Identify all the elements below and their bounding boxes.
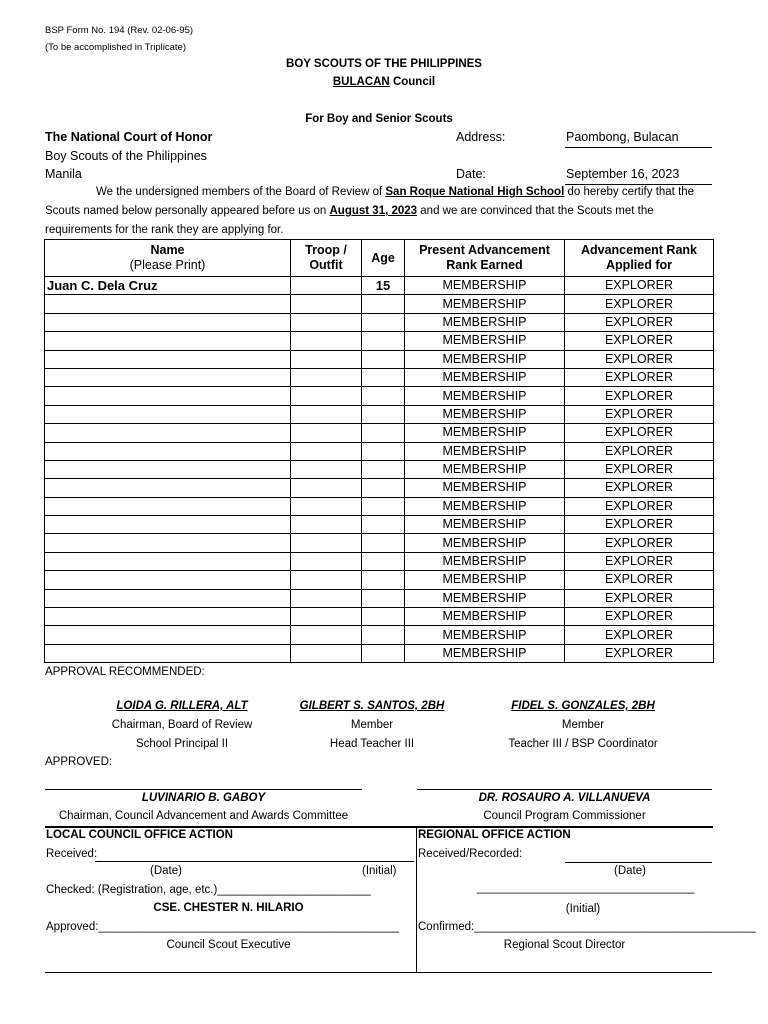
cell-present-rank[interactable]: MEMBERSHIP (405, 368, 565, 386)
sig1-position: School Principal II (135, 738, 229, 750)
cell-present-rank[interactable]: MEMBERSHIP (405, 313, 565, 331)
date-label: Date: (456, 167, 486, 181)
cell-age[interactable] (362, 332, 405, 350)
regional-date-caption: (Date) (614, 865, 646, 877)
cell-age[interactable]: 15 (362, 277, 405, 295)
local-received-line[interactable] (95, 861, 414, 862)
cell-age[interactable] (362, 387, 405, 405)
cell-name[interactable] (45, 608, 291, 626)
cell-applied-rank[interactable]: EXPLORER (565, 368, 714, 386)
cell-troop[interactable] (291, 295, 362, 313)
cert-text-3: Scouts named below personally appeared before us on (45, 205, 327, 217)
cell-applied-rank[interactable]: EXPLORER (565, 277, 714, 295)
cell-name[interactable] (45, 332, 291, 350)
sig4-name: LUVINARIO B. GABOY (141, 792, 266, 804)
org-title: BOY SCOUTS OF THE PHILIPPINES (286, 58, 482, 70)
cell-applied-rank[interactable]: EXPLORER (565, 479, 714, 497)
cell-age[interactable] (362, 626, 405, 644)
table-row (45, 626, 714, 644)
date-value[interactable]: September 16, 2023 (566, 167, 680, 181)
cell-name[interactable] (45, 571, 291, 589)
address-underline (565, 147, 712, 148)
cell-troop[interactable] (291, 350, 362, 368)
cell-name[interactable] (45, 589, 291, 607)
cell-troop[interactable] (291, 442, 362, 460)
cell-present-rank[interactable]: MEMBERSHIP (405, 571, 565, 589)
sig4-role: Chairman, Council Advancement and Awards Committee (58, 810, 349, 822)
cell-troop[interactable] (291, 589, 362, 607)
form-subtitle: For Boy and Senior Scouts (305, 113, 453, 125)
addressee-line2: Boy Scouts of the Philippines (45, 149, 207, 163)
cell-applied-rank[interactable]: EXPLORER (565, 442, 714, 460)
cell-age[interactable] (362, 424, 405, 442)
table-row (45, 405, 714, 423)
cell-name[interactable] (45, 387, 291, 405)
cell-applied-rank[interactable]: EXPLORER (565, 460, 714, 478)
table-header (45, 240, 714, 277)
cell-name[interactable] (45, 497, 291, 515)
cell-applied-rank[interactable]: EXPLORER (565, 534, 714, 552)
sig5-role: Council Program Commissioner (483, 810, 646, 822)
local-title: LOCAL COUNCIL OFFICE ACTION (46, 829, 233, 841)
addressee-line1: The National Court of Honor (45, 130, 213, 144)
cell-name[interactable] (45, 442, 291, 460)
sig3-position: Teacher III / BSP Coordinator (508, 738, 658, 750)
cell-present-rank[interactable]: MEMBERSHIP (405, 479, 565, 497)
table-row (45, 387, 714, 405)
table-row (45, 295, 714, 313)
cell-present-rank[interactable]: MEMBERSHIP (405, 534, 565, 552)
table-row (45, 571, 714, 589)
table-row (45, 442, 714, 460)
regional-director: Regional Scout Director (503, 939, 626, 951)
cell-present-rank[interactable]: MEMBERSHIP (405, 424, 565, 442)
triplicate-note: (To be accomplished in Triplicate) (45, 42, 186, 53)
cell-age[interactable] (362, 608, 405, 626)
header-present-rank: Present Advancement Rank Earned (405, 240, 565, 277)
office-top-border (45, 826, 713, 828)
review-date[interactable]: August 31, 2023 (329, 205, 418, 217)
cell-applied-rank[interactable]: EXPLORER (565, 295, 714, 313)
sig5-line (417, 789, 712, 790)
cell-troop[interactable] (291, 644, 362, 662)
local-date-caption: (Date) (150, 865, 182, 877)
cell-name[interactable] (45, 479, 291, 497)
cell-name[interactable] (45, 552, 291, 570)
regional-initial-line[interactable]: __________________________________ (477, 882, 695, 894)
table-row (45, 644, 714, 662)
cell-troop[interactable] (291, 571, 362, 589)
sig1-role: Chairman, Board of Review (111, 719, 253, 731)
cell-age[interactable] (362, 534, 405, 552)
cert-line3: requirements for the rank they are applying for. (45, 224, 284, 236)
local-executive-name: CSE. CHESTER N. HILARIO (153, 902, 304, 914)
regional-initial-caption: (Initial) (565, 903, 601, 915)
cell-age[interactable] (362, 350, 405, 368)
cell-troop[interactable] (291, 387, 362, 405)
cell-applied-rank[interactable]: EXPLORER (565, 332, 714, 350)
cell-applied-rank[interactable]: EXPLORER (565, 589, 714, 607)
cell-name[interactable] (45, 368, 291, 386)
cell-present-rank[interactable]: MEMBERSHIP (405, 332, 565, 350)
sig2-role: Member (350, 719, 394, 731)
regional-title: REGIONAL OFFICE ACTION (418, 829, 571, 841)
cell-applied-rank[interactable]: EXPLORER (565, 644, 714, 662)
header-troop: Troop / Outfit (291, 240, 362, 277)
cell-troop[interactable] (291, 479, 362, 497)
cell-applied-rank[interactable]: EXPLORER (565, 387, 714, 405)
cell-age[interactable] (362, 552, 405, 570)
table-row (45, 534, 714, 552)
cell-present-rank[interactable]: MEMBERSHIP (405, 387, 565, 405)
cell-age[interactable] (362, 460, 405, 478)
date-underline (565, 184, 712, 185)
addressee-line3: Manila (45, 167, 82, 181)
table-row (45, 608, 714, 626)
table-row (45, 424, 714, 442)
cell-name[interactable] (45, 405, 291, 423)
cell-age[interactable] (362, 405, 405, 423)
cell-present-rank[interactable]: MEMBERSHIP (405, 644, 565, 662)
cell-name[interactable] (45, 424, 291, 442)
cell-present-rank[interactable]: MEMBERSHIP (405, 516, 565, 534)
local-received-label: Received: (46, 848, 98, 860)
table-row (45, 368, 714, 386)
cell-name[interactable] (45, 295, 291, 313)
cell-age[interactable] (362, 589, 405, 607)
cell-troop[interactable] (291, 313, 362, 331)
sig4-line (45, 789, 362, 790)
table-row (45, 479, 714, 497)
cell-applied-rank[interactable]: EXPLORER (565, 516, 714, 534)
cell-age[interactable] (362, 442, 405, 460)
cell-name[interactable] (45, 313, 291, 331)
cell-present-rank[interactable]: MEMBERSHIP (405, 589, 565, 607)
approval-recommended-label: APPROVAL RECOMMENDED: (45, 666, 205, 678)
council-line (0, 76, 768, 88)
address-label: Address: (456, 130, 506, 144)
header-applied-rank: Advancement Rank Applied for (565, 240, 714, 277)
cell-present-rank[interactable]: MEMBERSHIP (405, 442, 565, 460)
table-row (45, 589, 714, 607)
table-row (45, 332, 714, 350)
regional-received-label: Received/Recorded: (418, 848, 523, 860)
approved-label: APPROVED: (45, 756, 113, 768)
form-number: BSP Form No. 194 (Rev. 02-06-95) (45, 25, 194, 36)
header-name: Name (Please Print) (45, 240, 291, 277)
cell-age[interactable] (362, 368, 405, 386)
regional-received-line[interactable] (565, 862, 712, 863)
cell-troop[interactable] (291, 332, 362, 350)
cell-troop[interactable] (291, 277, 362, 295)
cell-applied-rank[interactable]: EXPLORER (565, 424, 714, 442)
cell-age[interactable] (362, 571, 405, 589)
cell-applied-rank[interactable]: EXPLORER (565, 405, 714, 423)
local-checked[interactable]: Checked: (Registration, age, etc.)________________________ (46, 884, 371, 896)
cell-present-rank[interactable]: MEMBERSHIP (405, 295, 565, 313)
sig3-name: FIDEL S. GONZALES, 2BH (511, 700, 655, 712)
council-word: Council (392, 76, 436, 88)
cell-applied-rank[interactable]: EXPLORER (565, 313, 714, 331)
cell-troop[interactable] (291, 460, 362, 478)
school-name[interactable]: San Roque National High School (385, 186, 565, 198)
cell-present-rank[interactable]: MEMBERSHIP (405, 497, 565, 515)
cell-present-rank[interactable]: MEMBERSHIP (405, 460, 565, 478)
cell-age[interactable] (362, 479, 405, 497)
cell-troop[interactable] (291, 368, 362, 386)
cell-present-rank[interactable]: MEMBERSHIP (405, 552, 565, 570)
table-row (45, 350, 714, 368)
cell-present-rank[interactable]: MEMBERSHIP (405, 277, 565, 295)
cell-age[interactable] (362, 313, 405, 331)
local-approved[interactable]: Approved:_______________________________________________ (46, 921, 400, 933)
cert-text-2: do hereby certify that the (567, 186, 695, 198)
local-executive-role: Council Scout Executive (166, 939, 291, 951)
cell-troop[interactable] (291, 608, 362, 626)
table-row (45, 552, 714, 570)
sig5-name: DR. ROSAURO A. VILLANUEVA (478, 792, 651, 804)
cell-name[interactable] (45, 626, 291, 644)
cell-name[interactable] (45, 534, 291, 552)
cell-present-rank[interactable]: MEMBERSHIP (405, 405, 565, 423)
cert-text-1: We the undersigned members of the Board of Review of (96, 186, 383, 198)
sig3-role: Member (561, 719, 605, 731)
cell-present-rank[interactable]: MEMBERSHIP (405, 626, 565, 644)
cell-present-rank[interactable]: MEMBERSHIP (405, 350, 565, 368)
cell-troop[interactable] (291, 534, 362, 552)
cell-troop[interactable] (291, 497, 362, 515)
cell-name[interactable]: Juan C. Dela Cruz (45, 277, 291, 295)
sig2-position: Head Teacher III (329, 738, 415, 750)
cert-text-4: and we are convinced that the Scouts met the (420, 205, 654, 217)
cell-troop[interactable] (291, 405, 362, 423)
header-age: Age (362, 240, 405, 277)
table-row (45, 277, 714, 295)
cell-applied-rank[interactable]: EXPLORER (565, 571, 714, 589)
sig1-name: LOIDA G. RILLERA, ALT (116, 700, 248, 712)
cert-line2 (45, 205, 654, 217)
table-row (45, 460, 714, 478)
cell-name[interactable] (45, 350, 291, 368)
cell-age[interactable] (362, 295, 405, 313)
cert-line1 (96, 186, 694, 198)
table-row (45, 313, 714, 331)
cell-applied-rank[interactable]: EXPLORER (565, 626, 714, 644)
cell-age[interactable] (362, 497, 405, 515)
cell-applied-rank[interactable]: EXPLORER (565, 552, 714, 570)
cell-troop[interactable] (291, 552, 362, 570)
cell-present-rank[interactable]: MEMBERSHIP (405, 608, 565, 626)
scouts-table (44, 239, 714, 663)
cell-applied-rank[interactable]: EXPLORER (565, 497, 714, 515)
local-initial-caption: (Initial) (362, 865, 397, 877)
sig2-name: GILBERT S. SANTOS, 2BH (299, 700, 445, 712)
cell-name[interactable] (45, 644, 291, 662)
cell-applied-rank[interactable]: EXPLORER (565, 608, 714, 626)
address-value[interactable]: Paombong, Bulacan (566, 130, 679, 144)
cell-age[interactable] (362, 644, 405, 662)
council-name: BULACAN (332, 76, 390, 88)
cell-troop[interactable] (291, 626, 362, 644)
table-row (45, 497, 714, 515)
office-bottom-border (45, 972, 712, 973)
cell-applied-rank[interactable]: EXPLORER (565, 350, 714, 368)
cell-troop[interactable] (291, 516, 362, 534)
table-row (45, 516, 714, 534)
cell-age[interactable] (362, 516, 405, 534)
regional-confirmed[interactable]: Confirmed:____________________________________________ (418, 921, 756, 933)
cell-name[interactable] (45, 460, 291, 478)
cell-name[interactable] (45, 516, 291, 534)
cell-troop[interactable] (291, 424, 362, 442)
